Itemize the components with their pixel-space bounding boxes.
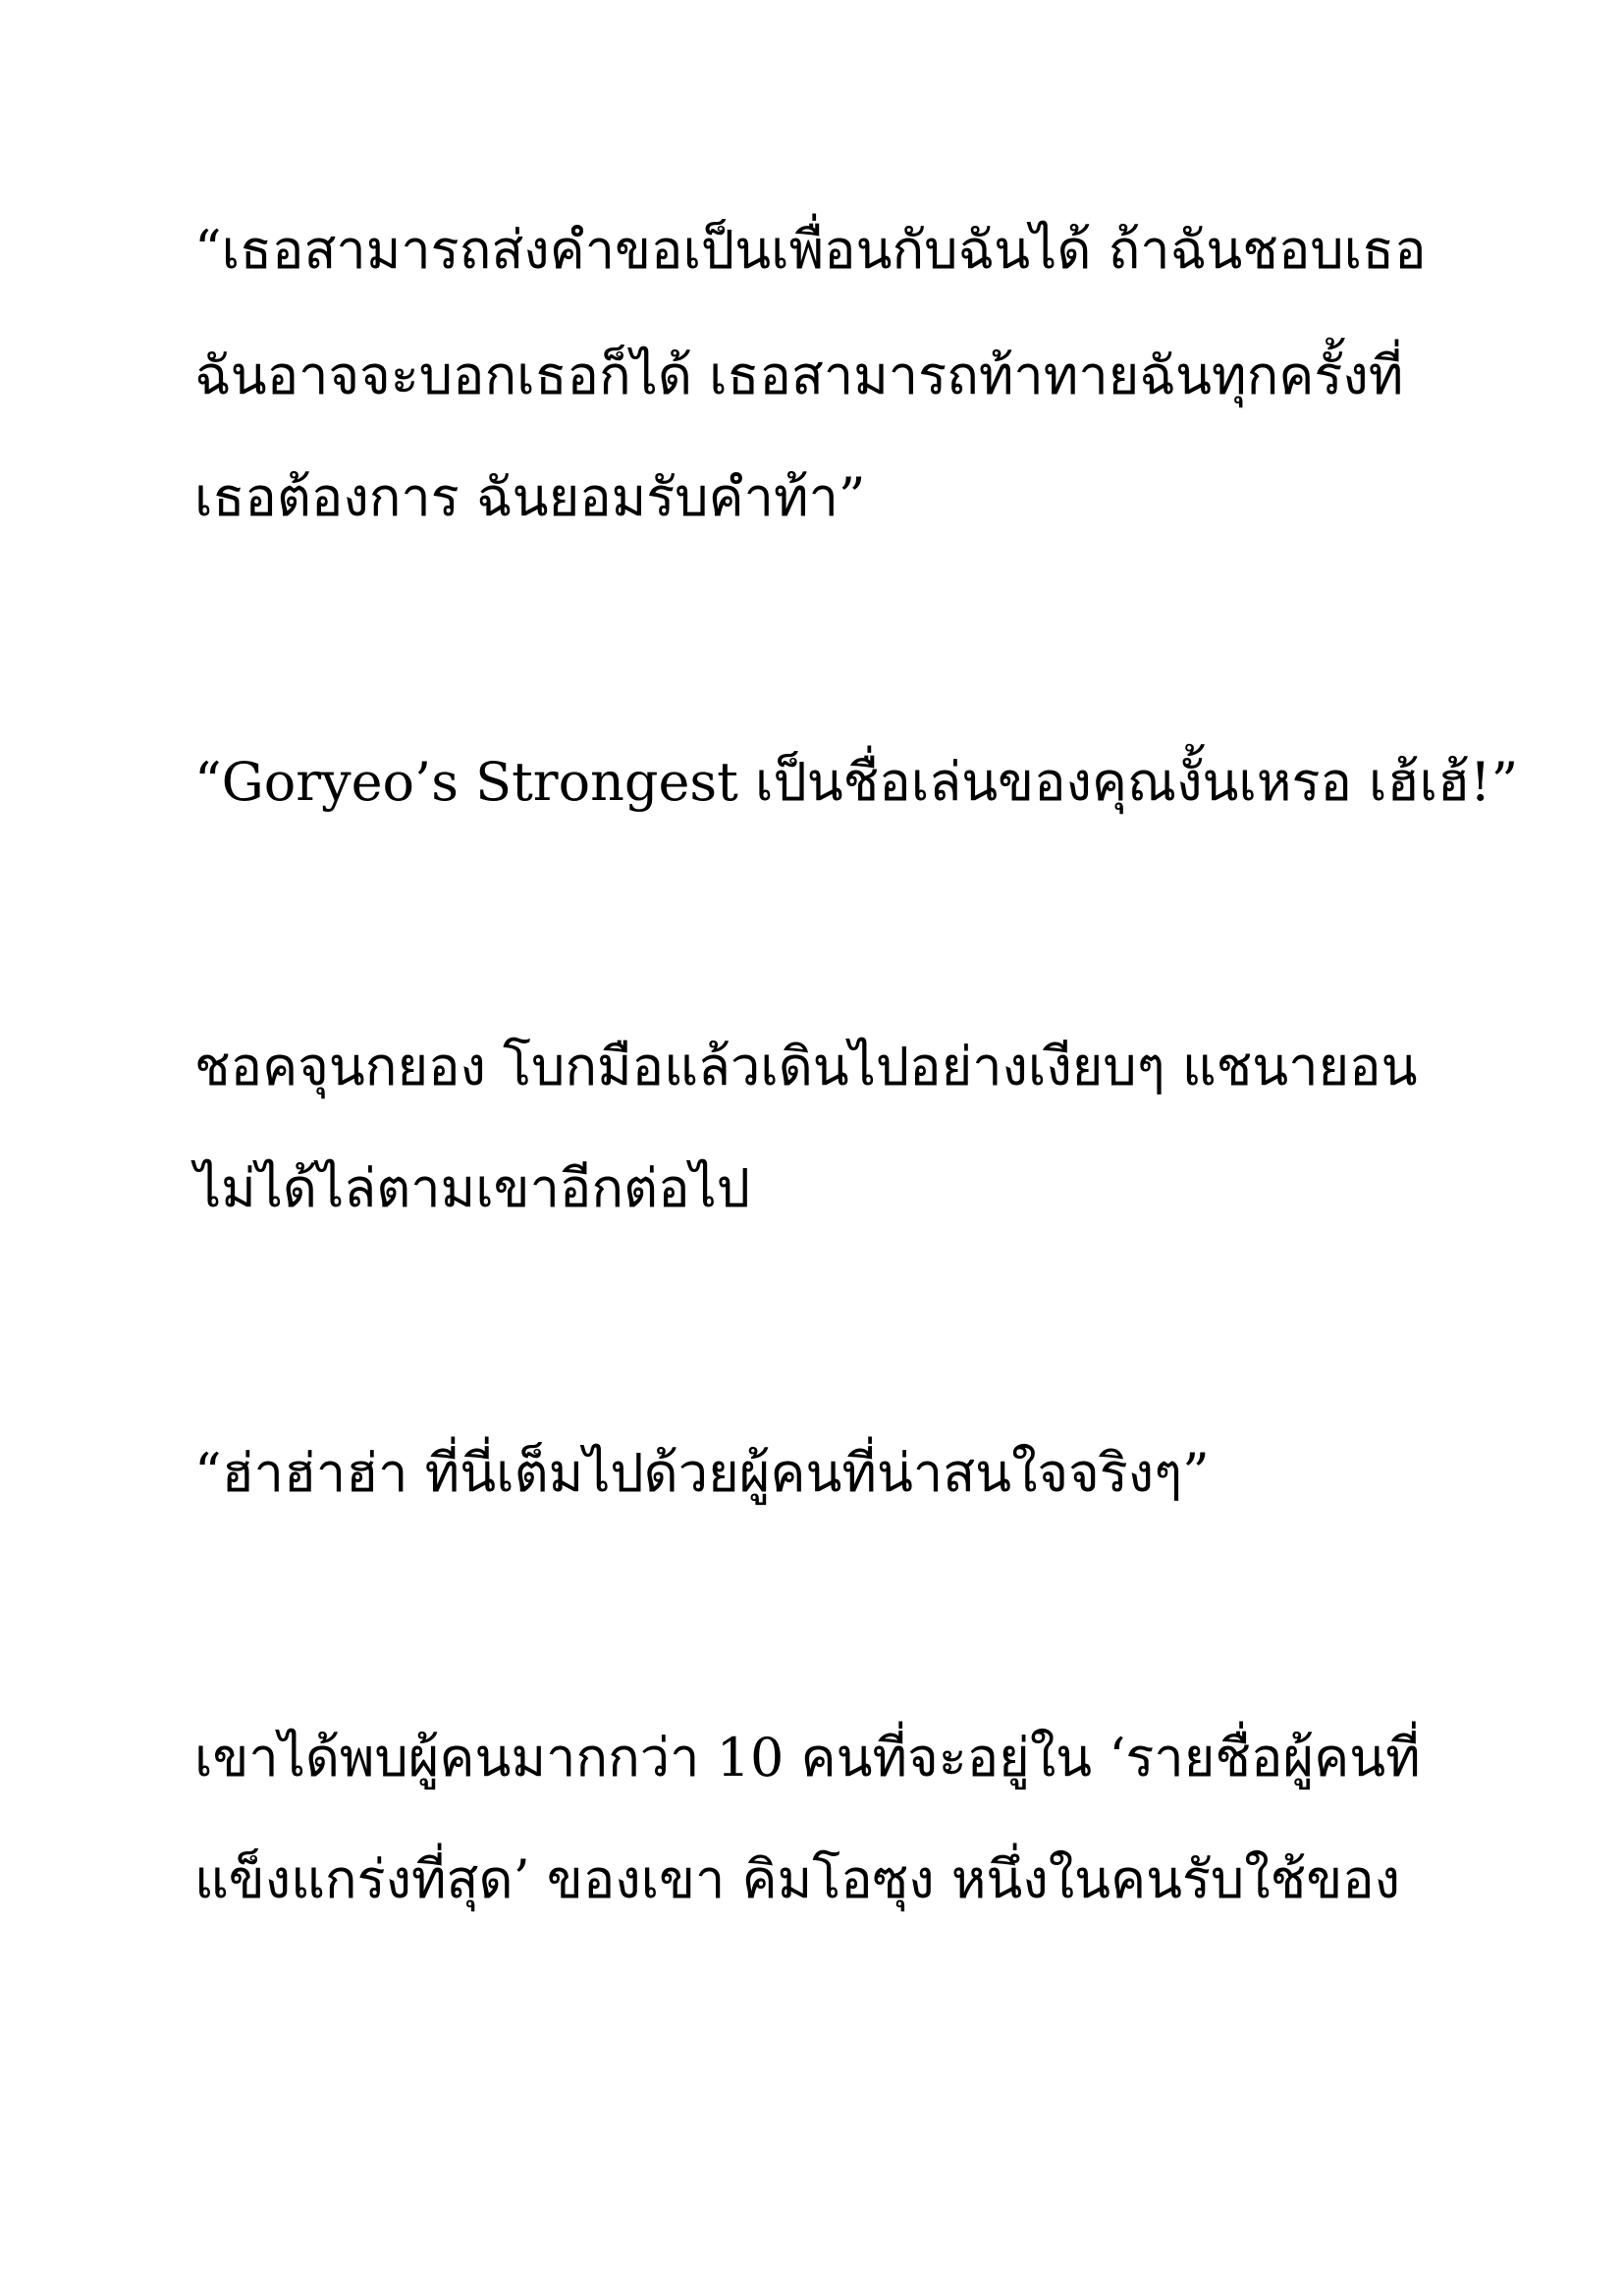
paragraph-3-line-2: ไม่ได้ไล่ตามเขาอีกต่อไป bbox=[194, 1157, 750, 1219]
paragraph-1-line-2: ฉันอาจจะบอกเธอก็ได้ เธอสามารถท้าทายฉันทุกครั้งที่ bbox=[194, 345, 1404, 406]
paragraph-2-line-1: “Goryeo’s Strongest เป็นชื่อเล่นของคุณงั้นเหรอ เฮ้เฮ้!” bbox=[194, 751, 1519, 813]
paragraph-5-line-1: เขาได้พบผู้คนมากกว่า 10 คนที่จะอยู่ใน ‘รายชื่อผู้คนที่ bbox=[194, 1727, 1421, 1789]
paragraph-4-line-1: “ฮ่าฮ่าฮ่า ที่นี่เต็มไปด้วยผู้คนที่น่าสนใจจริงๆ” bbox=[194, 1442, 1210, 1504]
paragraph-1-line-3: เธอต้องการ ฉันยอมรับคำท้า” bbox=[194, 466, 866, 528]
paragraph-1-line-1: “เธอสามารถส่งคำขอเป็นเพื่อนกับฉันได้ ถ้าฉันชอบเธอ bbox=[194, 219, 1427, 281]
paragraph-3-line-1: ชอคจุนกยอง โบกมือแล้วเดินไปอย่างเงียบๆ แชนายอน bbox=[194, 1036, 1418, 1097]
paragraph-5-line-2: แข็งแกร่งที่สุด’ ของเขา คิมโอซุง หนึ่งในคนรับใช้ของ bbox=[194, 1848, 1401, 1910]
